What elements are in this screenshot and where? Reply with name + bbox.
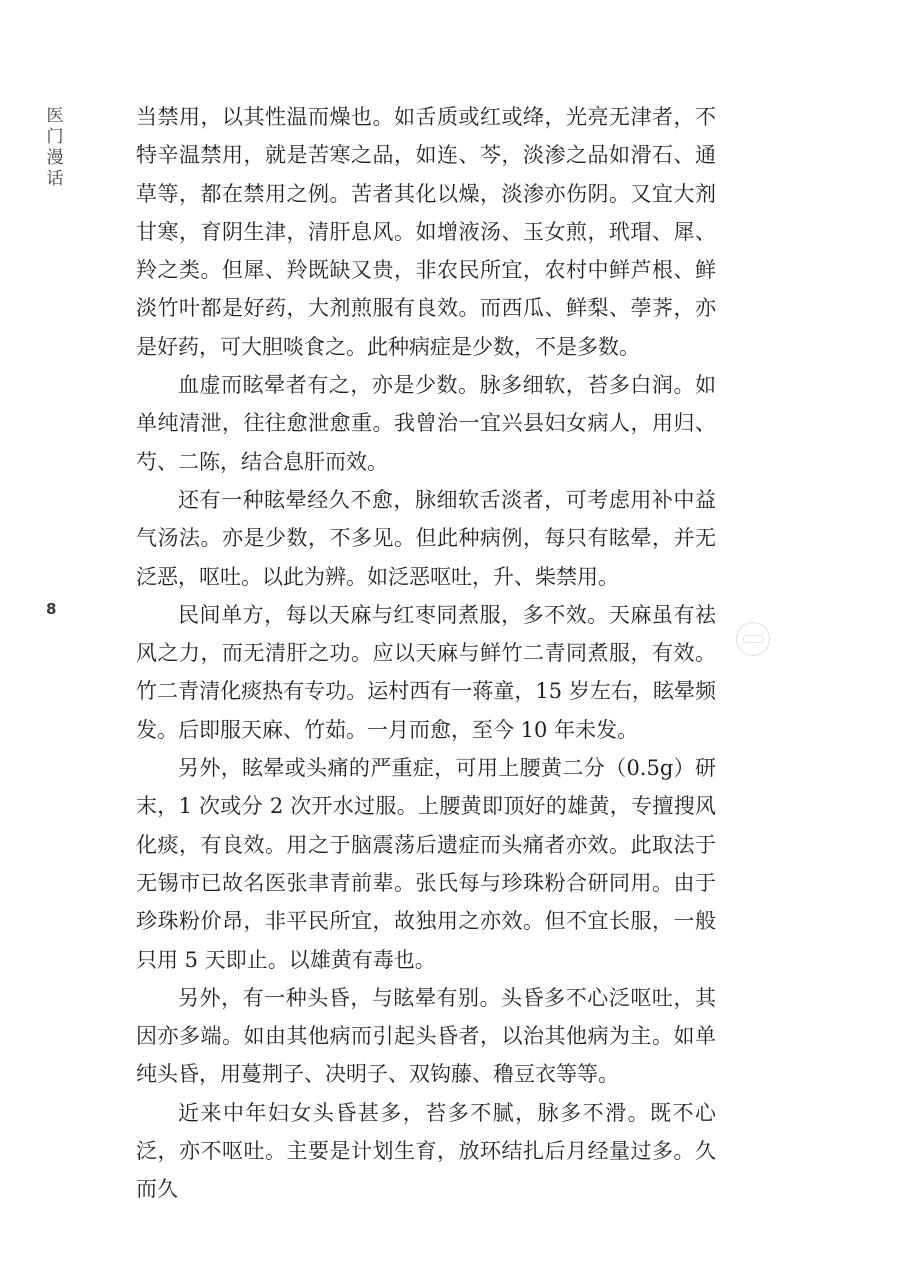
running-title-char: 门 bbox=[46, 127, 64, 147]
body-text bbox=[136, 98, 716, 1209]
paragraph: 另外，眩晕或头痛的严重症，可用上腰黄二分（0.5g）研末，1 次或分 2 次开水过服。上腰黄即顶好的雄黄，专擅搜风化痰，有良效。用之于脑震荡后遗症而头痛者亦效。此取法于无锡市已故名医张聿青前辈。张氏每与珍珠粉合研同用。由于珍珠粉价昂，非平民所宜，故独用之亦效。但不宜长服，一般只用 5 天即止。以雄黄有毒也。 bbox=[136, 756, 716, 972]
running-title bbox=[44, 106, 66, 190]
paragraph: 还有一种眩晕经久不愈，脉细软舌淡者，可考虑用补中益气汤法。亦是少数，不多见。但此种病例，每只有眩晕，并无泛恶，呕吐。以此为辨。如泛恶呕吐，升、柴禁用。 bbox=[136, 487, 716, 589]
paragraph: 当禁用，以其性温而燥也。如舌质或红或绛，光亮无津者，不特辛温禁用，就是苦寒之品，如连、芩，淡渗之品如滑石、通草等，都在禁用之例。苦者其化以燥，淡渗亦伤阴。又宜大剂甘寒，育阴生津，清肝息风。如增液汤、玉女煎，玳瑁、犀、羚之类。但犀、羚既缺又贵，非农民所宜，农村中鲜芦根、鲜淡竹叶都是好药，大剂煎服有良效。而西瓜、鲜梨、荸荠，亦是好药，可大胆啖食之。此种病症是少数，不是多数。 bbox=[136, 105, 716, 359]
page-number: 8 bbox=[46, 600, 57, 618]
paragraph: 民间单方，每以天麻与红枣同煮服，多不效。天麻虽有祛风之力，而无清肝之功。应以天麻与鲜竹二青同煮服，有效。竹二青清化痰热有专功。运村西有一蒋童，15 岁左右，眩晕频发。后即服天麻、竹茹。一月而愈，至今 10 年未发。 bbox=[136, 602, 716, 742]
paragraph: 血虚而眩晕者有之，亦是少数。脉多细软，苔多白润。如单纯清泄，往往愈泄愈重。我曾治一宜兴县妇女病人，用归、芍、二陈，结合息肝而效。 bbox=[136, 373, 716, 474]
paragraph: 另外，有一种头昏，与眩晕有别。头昏多不心泛呕吐，其因亦多端。如由其他病而引起头昏者，以治其他病为主。如单纯头昏，用蔓荆子、决明子、双钩藤、穞豆衣等等。 bbox=[136, 985, 716, 1087]
running-title-char: 漫 bbox=[46, 148, 64, 168]
paragraph: 近来中年妇女头昏甚多，苔多不腻，脉多不滑。既不心泛，亦不呕吐。主要是计划生育，放环结扎后月经量过多。久而久 bbox=[136, 1100, 716, 1202]
running-title-char: 医 bbox=[46, 106, 64, 126]
running-title-char: 话 bbox=[46, 169, 64, 189]
faint-stamp-mark bbox=[736, 622, 770, 656]
